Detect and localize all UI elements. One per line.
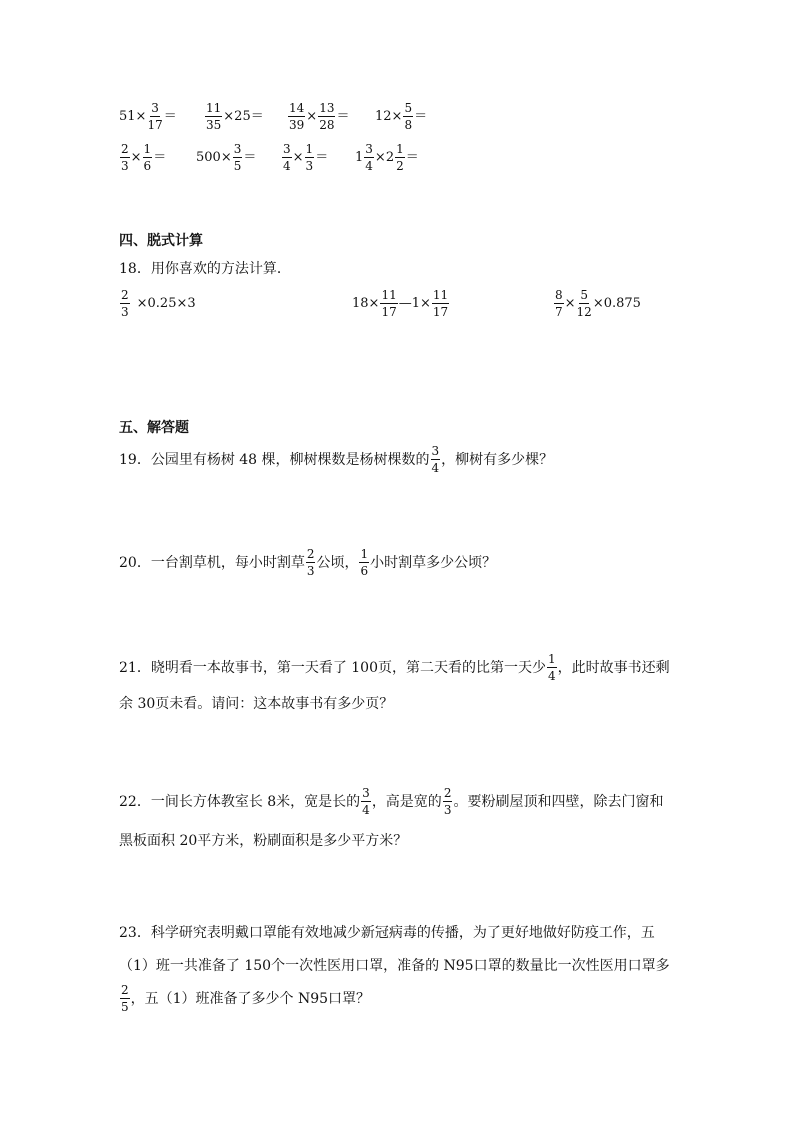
fraction <box>547 653 557 682</box>
denominator: 39 <box>289 118 305 132</box>
text-segment: ×0.25×3 <box>136 296 196 311</box>
numerator: 2 <box>121 983 129 997</box>
fraction <box>364 143 374 172</box>
text-segment: ×0.875 <box>592 296 641 311</box>
fraction <box>233 143 243 172</box>
fraction <box>120 289 130 318</box>
text-segment: ＝ <box>405 150 419 165</box>
numerator: 11 <box>432 288 449 302</box>
denominator: 8 <box>404 118 413 132</box>
numerator: 3 <box>431 444 440 458</box>
denominator: 6 <box>143 159 152 173</box>
numerator: 1 <box>548 652 556 666</box>
denominator: 17 <box>381 305 397 319</box>
fraction <box>359 548 369 577</box>
question-21-line-2: 余 30页未看。请问：这本故事书有多少页？ <box>119 696 394 712</box>
numerator: 1 <box>360 547 369 561</box>
fraction <box>318 102 335 131</box>
fraction <box>305 143 315 172</box>
fraction <box>431 445 441 474</box>
text-segment: 22．一间长方体教室长 8米，宽是长的 <box>119 793 361 810</box>
denominator: 3 <box>306 564 315 578</box>
numerator: 1 <box>305 142 314 156</box>
question-19 <box>119 445 553 474</box>
text-segment: 18× <box>352 296 380 311</box>
numerator: 11 <box>206 101 222 115</box>
text-segment: 。要粉刷屋顶和四壁，除去门窗和 <box>453 793 664 810</box>
numerator: 3 <box>151 101 159 115</box>
text-segment: ×25＝ <box>223 109 264 124</box>
text-segment: ，高是宽的 <box>371 793 442 810</box>
denominator: 3 <box>121 305 129 319</box>
question-23-line-3 <box>119 984 370 1013</box>
text-segment: ＝ <box>315 150 329 165</box>
section-5-heading: 五、解答题 <box>119 420 189 436</box>
fraction <box>577 289 592 318</box>
fraction <box>403 102 413 131</box>
denominator: 3 <box>305 159 314 173</box>
question-22-line-2: 黑板面积 20平方米，粉刷面积是多少平方米？ <box>119 833 408 849</box>
numerator: 11 <box>381 288 397 302</box>
text-segment: 小时割草多少公顷？ <box>370 554 497 571</box>
denominator: 35 <box>206 118 222 132</box>
problem-7 <box>281 143 328 172</box>
fraction <box>306 548 316 577</box>
text-segment: 12× <box>375 109 403 124</box>
denominator: 6 <box>360 564 369 578</box>
numerator: 1 <box>143 142 152 156</box>
numerator: 8 <box>555 288 563 302</box>
question-23-line-2: （1）班一共准备了 150个一次性医用口罩，准备的 N95口罩的数量比一次性医用口罩多 <box>119 958 670 974</box>
denominator: 28 <box>319 118 335 132</box>
denominator: 5 <box>233 159 242 173</box>
problem-1 <box>119 102 177 131</box>
numerator: 2 <box>121 142 129 156</box>
fraction <box>380 289 397 318</box>
text-segment: × <box>564 296 576 311</box>
fraction <box>554 289 564 318</box>
numerator: 3 <box>283 142 291 156</box>
section-4-heading: 四、脱式计算 <box>119 233 203 249</box>
expression-18-2 <box>352 289 450 318</box>
text-segment: 20．一台割草机，每小时割草 <box>119 554 305 571</box>
text-segment: ，五（1）班准备了多少个 N95口罩？ <box>130 990 371 1007</box>
fraction <box>205 102 222 131</box>
text-segment: ＝ <box>414 109 428 124</box>
question-21-line-1 <box>119 653 670 682</box>
text-segment: ＝ <box>163 109 177 124</box>
text-segment: × <box>130 150 142 165</box>
denominator: 17 <box>147 118 163 132</box>
denominator: 4 <box>365 159 373 173</box>
text-segment: 21．晓明看一本故事书，第一天看了 100页，第二天看的比第一天少 <box>119 659 546 676</box>
text-segment: ，柳树有多少棵？ <box>441 451 554 468</box>
text-segment: 500× <box>196 150 232 165</box>
numerator: 13 <box>319 101 335 115</box>
text-segment: ＝ <box>153 150 167 165</box>
problem-6 <box>196 143 256 172</box>
denominator: 4 <box>431 461 440 475</box>
text-segment: ，此时故事书还剩 <box>557 659 670 676</box>
fraction <box>361 787 371 816</box>
numerator: 3 <box>233 142 242 156</box>
denominator: 4 <box>283 159 291 173</box>
fraction <box>120 984 130 1013</box>
denominator: 7 <box>555 305 563 319</box>
numerator: 3 <box>365 142 373 156</box>
fraction <box>288 102 305 131</box>
numerator: 2 <box>443 786 452 800</box>
problem-3 <box>287 102 349 131</box>
text-segment: 公顷， <box>316 554 359 571</box>
numerator: 3 <box>362 786 370 800</box>
numerator: 1 <box>396 142 404 156</box>
numerator: 5 <box>580 288 588 302</box>
text-segment: 19．公园里有杨树 48 棵，柳树棵数是杨树棵数的 <box>119 451 430 468</box>
denominator: 17 <box>432 305 449 319</box>
problem-8 <box>355 143 419 172</box>
problem-2 <box>204 102 264 131</box>
expression-18-3 <box>553 289 641 318</box>
numerator: 14 <box>289 101 305 115</box>
text-segment: ×2 <box>374 150 395 165</box>
text-segment: ＝ <box>336 109 350 124</box>
text-segment: ＝ <box>243 150 257 165</box>
numerator: 2 <box>306 547 315 561</box>
question-18: 18．用你喜欢的方法计算． <box>119 261 291 277</box>
fraction <box>395 143 405 172</box>
denominator: 4 <box>362 803 370 817</box>
numerator: 2 <box>121 288 129 302</box>
denominator: 2 <box>396 159 404 173</box>
fraction <box>282 143 292 172</box>
denominator: 3 <box>443 803 452 817</box>
fraction <box>432 289 449 318</box>
expression-18-1 <box>119 289 196 318</box>
numerator: 5 <box>404 101 413 115</box>
fraction <box>147 102 162 131</box>
denominator: 3 <box>121 159 129 173</box>
text-segment: 1 <box>355 150 364 165</box>
text-segment: × <box>292 150 304 165</box>
text-segment: 51× <box>119 109 147 124</box>
fraction <box>443 787 453 816</box>
denominator: 4 <box>548 669 556 683</box>
question-20 <box>119 548 496 577</box>
text-segment: —1× <box>398 296 431 311</box>
question-22-line-1 <box>119 787 663 816</box>
problem-5 <box>119 143 166 172</box>
fraction <box>143 143 153 172</box>
question-23-line-1: 23．科学研究表明戴口罩能有效地减少新冠病毒的传播，为了更好地做好防疫工作，五 <box>119 925 655 941</box>
problem-4 <box>375 102 427 131</box>
text-segment: × <box>306 109 318 124</box>
denominator: 5 <box>121 1000 129 1014</box>
denominator: 12 <box>576 305 592 319</box>
fraction <box>120 143 130 172</box>
